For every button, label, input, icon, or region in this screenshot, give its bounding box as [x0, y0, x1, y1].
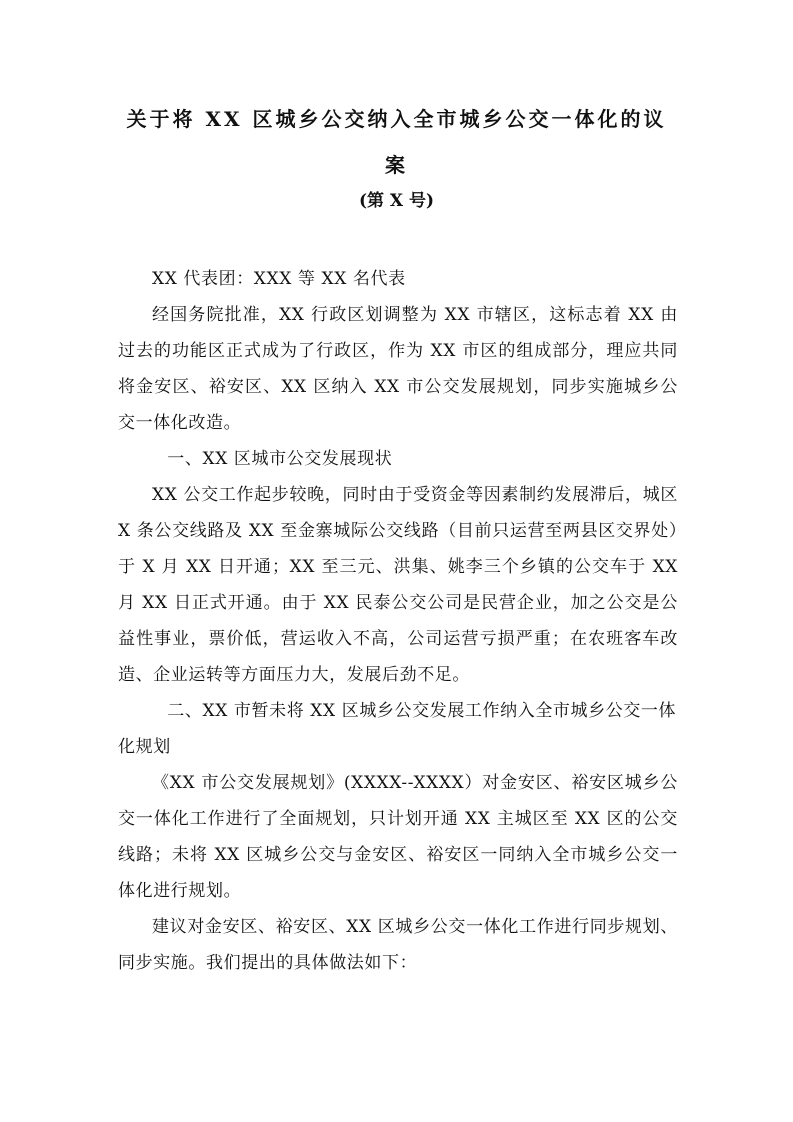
section-1-paragraph: XX 公交工作起步较晚，同时由于受资金等因素制约发展滞后，城区 X 条公交线路及 XX 至金寨城际公交线路（目前只运营至两县区交界处）于 X 月 XX 日开通；XX 至三元、洪集、姚李三个乡镇的公交车于 XX 月 XX 日正式开通。由于 XX 民泰公交公司是民营企业，加之公交是公益性事业，票价低，营运收入不高，公司运营亏损严重；在农班客车改造、企业运转等方面压力大，发展后劲不足。: [118, 485, 678, 685]
recommendation-paragraph: 建议对金安区、裕安区、XX 区城乡公交一体化工作进行同步规划、同步实施。我们提出的具体做法如下：: [118, 917, 678, 973]
title-line-2: 案: [385, 153, 408, 177]
intro-paragraph: 经国务院批准，XX 行政区划调整为 XX 市辖区，这标志着 XX 由过去的功能区正式成为了行政区，作为 XX 市区的组成部分，理应共同将金安区、裕安区、XX 区纳入 XX 市公交发展规划，同步实施城乡公交一体化改造。: [118, 305, 678, 433]
section-2-heading: 二、XX 市暂未将 XX 区城乡公交发展工作纳入全市城乡公交一体化规划: [118, 701, 677, 757]
section-1-heading: 一、XX 区城市公交发展现状: [167, 449, 393, 469]
document-title: [110, 96, 683, 188]
title-line-1: 关于将 XX 区城乡公交纳入全市城乡公交一体化的议: [126, 107, 667, 131]
document-body: [118, 261, 678, 981]
document-number: (第 X 号): [358, 191, 435, 211]
proposer-line: XX 代表团：XXX 等 XX 名代表: [152, 269, 406, 289]
section-2-paragraph: 《XX 市公交发展规划》(XXXX--XXXX）对金安区、裕安区城乡公交一体化工作进行了全面规划，只计划开通 XX 主城区至 XX 区的公交线路；未将 XX 区城乡公交与金安区、裕安区一同纳入全市城乡公交一体化进行规划。: [118, 773, 678, 901]
